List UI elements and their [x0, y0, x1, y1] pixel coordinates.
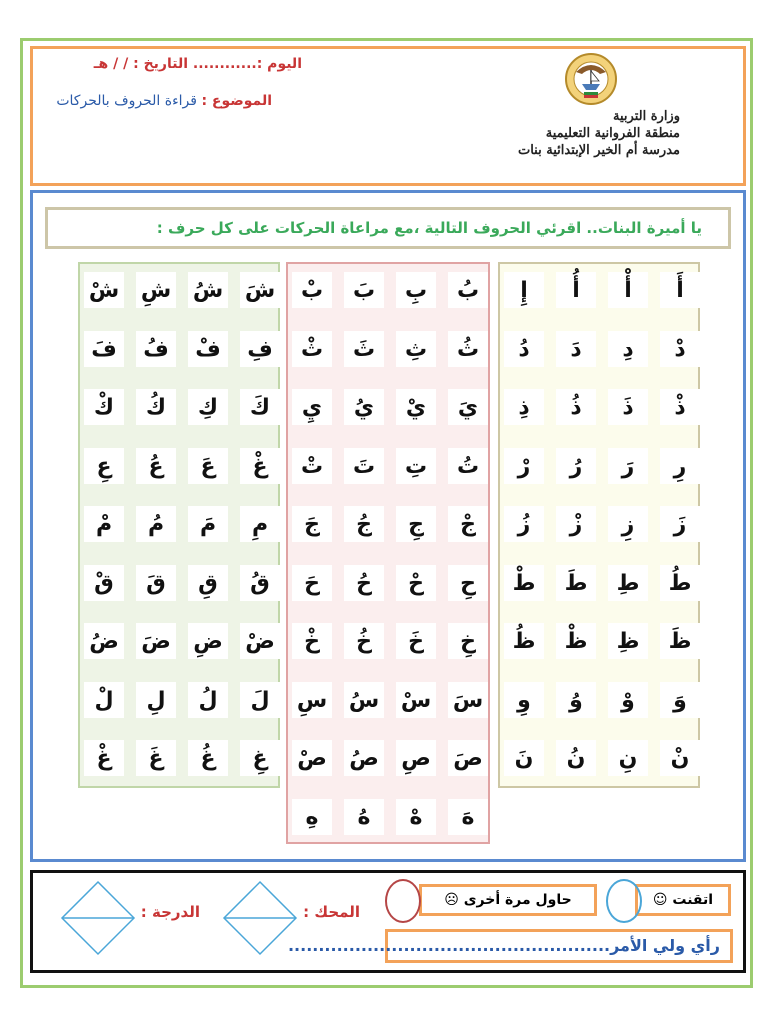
letter-cell: جِ	[396, 506, 436, 542]
letter-cell: ذُ	[556, 389, 596, 425]
letter-cell: بِ	[396, 272, 436, 308]
letter-cell: شَ	[240, 272, 280, 308]
letter-cell: رْ	[504, 448, 544, 484]
letter-cell: ضُ	[84, 623, 124, 659]
letter-cell: غْ	[84, 740, 124, 776]
letter-cell: زُ	[504, 506, 544, 542]
letter-cell: صَ	[448, 740, 488, 776]
letter-cell: طِ	[608, 565, 648, 601]
subject-line	[56, 93, 272, 115]
grade-label: الدرجة :	[140, 903, 200, 921]
letter-cell: تْ	[292, 448, 332, 484]
letter-cell: سَ	[448, 682, 488, 718]
school-name: مدرسة أم الخير الإبتدائية بنات	[517, 143, 680, 158]
letter-cell: هِ	[292, 799, 332, 835]
letter-cell: ضِ	[188, 623, 228, 659]
letter-cell: صْ	[292, 740, 332, 776]
letter-cell: صِ	[396, 740, 436, 776]
letter-cell: رِ	[660, 448, 700, 484]
letter-cell: زِ	[608, 506, 648, 542]
letter-cell: نْ	[660, 740, 700, 776]
letter-cell: تِ	[396, 448, 436, 484]
letter-cell: يْ	[396, 389, 436, 425]
letter-cell: كُ	[136, 389, 176, 425]
letter-cell: نِ	[608, 740, 648, 776]
letter-cell: ثُ	[448, 331, 488, 367]
letter-cell: شْ	[84, 272, 124, 308]
letter-cell: قْ	[84, 565, 124, 601]
letter-cell: عِ	[84, 448, 124, 484]
letter-cell: جَ	[292, 506, 332, 542]
letter-cell: شُ	[188, 272, 228, 308]
letter-cell: ثِ	[396, 331, 436, 367]
letter-cell: مِ	[240, 506, 280, 542]
letter-cell: هُ	[344, 799, 384, 835]
letter-cell: تَ	[344, 448, 384, 484]
letter-cell: ظَ	[660, 623, 700, 659]
letters-column-3	[78, 262, 280, 788]
letter-cell: دِ	[608, 331, 648, 367]
letter-cell: أْ	[608, 272, 648, 308]
letter-cell: نُ	[556, 740, 596, 776]
letter-cell: لَ	[240, 682, 280, 718]
kuwait-emblem-icon	[564, 52, 618, 106]
letter-cell: حِ	[448, 565, 488, 601]
letter-cell: مُ	[136, 506, 176, 542]
letter-cell: مْ	[84, 506, 124, 542]
letter-cell: يِ	[292, 389, 332, 425]
letter-cell: غْ	[240, 448, 280, 484]
letter-cell: مَ	[188, 506, 228, 542]
letter-cell: شِ	[136, 272, 176, 308]
letter-cell: دُ	[504, 331, 544, 367]
letters-column-2	[286, 262, 490, 844]
letter-cell: حَ	[292, 565, 332, 601]
letter-cell: غِ	[240, 740, 280, 776]
letter-cell: دْ	[660, 331, 700, 367]
letter-cell: فْ	[188, 331, 228, 367]
letter-cell: فُ	[136, 331, 176, 367]
try-again-circle[interactable]	[385, 879, 421, 923]
letter-cell: يُ	[344, 389, 384, 425]
letter-cell: غَ	[136, 740, 176, 776]
letter-cell: ظِ	[608, 623, 648, 659]
letter-cell: سُ	[344, 682, 384, 718]
letter-cell: تُ	[448, 448, 488, 484]
letter-cell: بْ	[292, 272, 332, 308]
letter-cell: فَ	[84, 331, 124, 367]
letter-cell: جْ	[448, 506, 488, 542]
letter-cell: هَ	[448, 799, 488, 835]
mastered-circle[interactable]	[606, 879, 642, 923]
letter-cell: ذِ	[504, 389, 544, 425]
letter-cell: ظُ	[504, 623, 544, 659]
letter-cell: نَ	[504, 740, 544, 776]
subject-label: الموضوع :	[201, 93, 272, 109]
letter-cell: لِ	[136, 682, 176, 718]
grader-diamond[interactable]	[222, 880, 298, 956]
letter-cell: ضْ	[240, 623, 280, 659]
try-again-box: حاول مرة أخرى ☹	[419, 884, 597, 916]
letter-cell: ذَ	[608, 389, 648, 425]
letter-cell: أُ	[556, 272, 596, 308]
letter-cell: لْ	[84, 682, 124, 718]
letters-column-1	[498, 262, 700, 788]
letter-cell: ظْ	[556, 623, 596, 659]
letter-cell: فِ	[240, 331, 280, 367]
letter-cell: دَ	[556, 331, 596, 367]
letter-cell: طْ	[504, 565, 544, 601]
letter-cell: سْ	[396, 682, 436, 718]
letter-cell: رَ	[608, 448, 648, 484]
parent-opinion-field[interactable]: رأي ولي الأمر.....................................................	[385, 929, 733, 963]
letter-cell: خَ	[396, 623, 436, 659]
letter-cell: كَ	[240, 389, 280, 425]
letter-cell: كِ	[188, 389, 228, 425]
letter-cell: بَ	[344, 272, 384, 308]
letter-cell: قَ	[136, 565, 176, 601]
letter-cell: حُ	[344, 565, 384, 601]
instruction-box: يا أميرة البنات.. اقرئي الحروف التالية ،مع مراعاة الحركات على كل حرف :	[45, 207, 731, 249]
letter-cell: زْ	[556, 506, 596, 542]
letter-cell: وْ	[608, 682, 648, 718]
letter-cell: زَ	[660, 506, 700, 542]
letter-cell: قِ	[188, 565, 228, 601]
letter-cell: إِ	[504, 272, 544, 308]
letter-cell: هْ	[396, 799, 436, 835]
letter-cell: لُ	[188, 682, 228, 718]
letter-cell: جُ	[344, 506, 384, 542]
letter-cell: صُ	[344, 740, 384, 776]
letter-cell: عُ	[136, 448, 176, 484]
letter-cell: عَ	[188, 448, 228, 484]
letter-cell: ذْ	[660, 389, 700, 425]
ministry-name: وزارة التربية	[613, 109, 680, 124]
grader-label: المحك :	[303, 903, 360, 921]
letter-cell: أَ	[660, 272, 700, 308]
region-name: منطقة الفروانية التعليمية	[545, 126, 680, 141]
mastered-box: اتقنت ☺	[635, 884, 731, 916]
letter-cell: وُ	[556, 682, 596, 718]
letter-cell: وِ	[504, 682, 544, 718]
grade-diamond[interactable]	[60, 880, 136, 956]
letter-cell: حْ	[396, 565, 436, 601]
letter-cell: ضَ	[136, 623, 176, 659]
letter-cell: خُ	[344, 623, 384, 659]
letter-cell: خِ	[448, 623, 488, 659]
school-info	[480, 108, 680, 162]
letter-cell: ثَ	[344, 331, 384, 367]
letter-cell: بُ	[448, 272, 488, 308]
letter-cell: رُ	[556, 448, 596, 484]
letter-cell: وَ	[660, 682, 700, 718]
letter-cell: يَ	[448, 389, 488, 425]
letter-cell: طَ	[556, 565, 596, 601]
letter-cell: خْ	[292, 623, 332, 659]
day-date-line: اليوم :............ التاريخ : / / هـ	[93, 56, 302, 72]
letter-cell: سِ	[292, 682, 332, 718]
letter-cell: غُ	[188, 740, 228, 776]
letter-cell: قُ	[240, 565, 280, 601]
letter-cell: ثْ	[292, 331, 332, 367]
subject-value: قراءة الحروف بالحركات	[56, 93, 197, 109]
letter-cell: طُ	[660, 565, 700, 601]
letter-cell: كْ	[84, 389, 124, 425]
